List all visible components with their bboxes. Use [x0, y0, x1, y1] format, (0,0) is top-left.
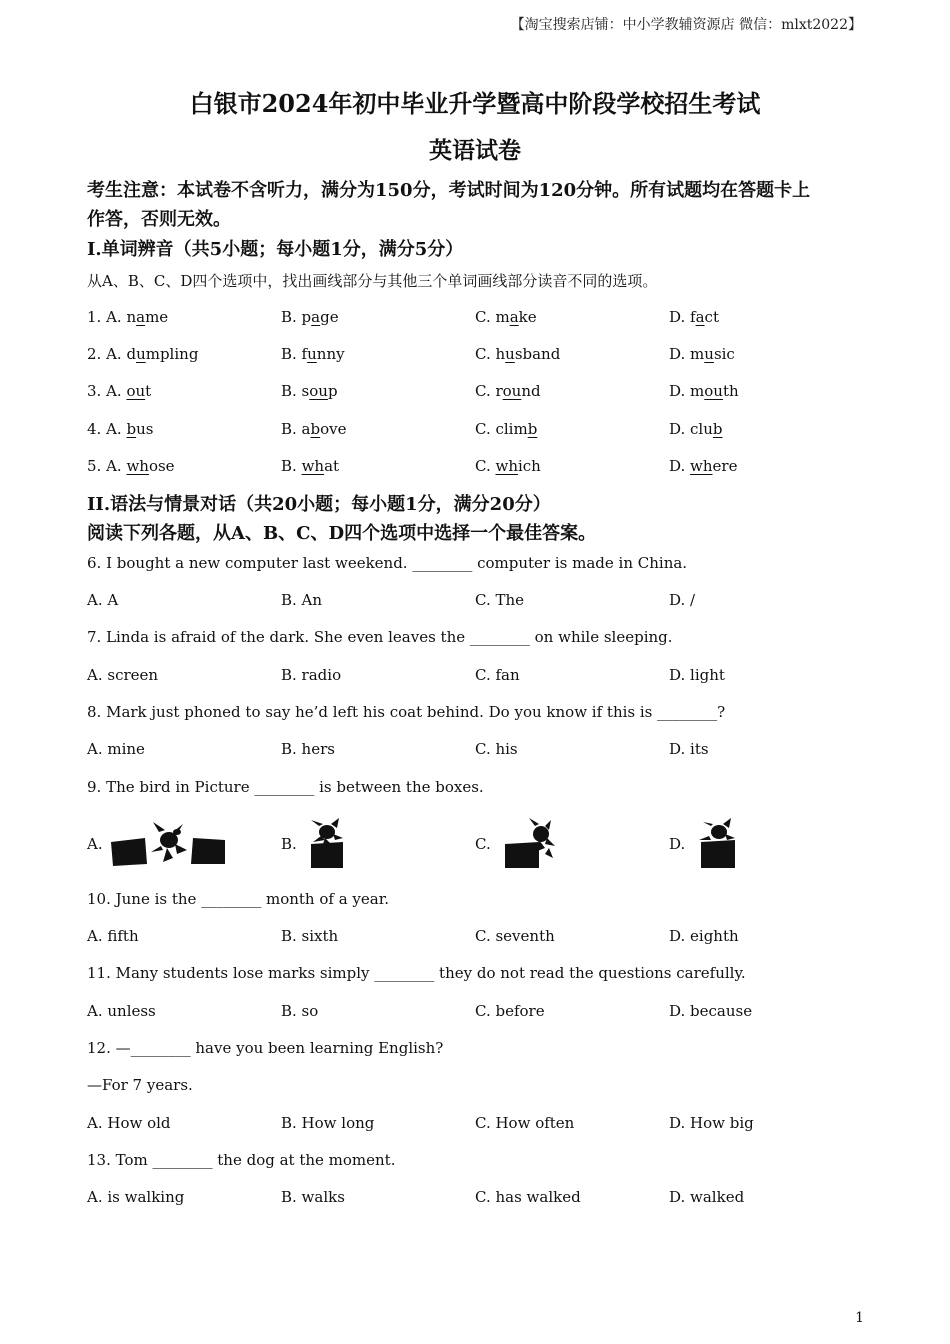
option-b: B. hers [281, 740, 335, 758]
option-c: C. has walked [475, 1188, 581, 1206]
option-a: A. fifth [87, 927, 139, 945]
bird-beside-box-picture [495, 818, 565, 874]
option-c-label: C. [475, 835, 491, 853]
page-number: 1 [855, 1310, 864, 1326]
option-c: C. The [475, 591, 525, 609]
option: D. music [669, 345, 735, 363]
option-b: B. radio [281, 666, 342, 684]
question-5 [87, 457, 867, 481]
question-12-stem: 12. —________ have you been learning English? [87, 1039, 444, 1057]
option: B. what [281, 457, 340, 475]
question-12-options [87, 1114, 867, 1138]
question-11-stem: 11. Many students lose marks simply ________ they do not read the questions carefully. [87, 964, 746, 982]
option-d: D. How big [669, 1114, 754, 1132]
option-a: A. A [87, 591, 119, 609]
question-4 [87, 420, 867, 444]
exam-title: 白银市2024年初中毕业升学暨高中阶段学校招生考试 [189, 89, 761, 118]
question-10-stem: 10. June is the ________ month of a year. [87, 890, 389, 908]
option: B. funny [281, 345, 345, 363]
option: D. mouth [669, 382, 739, 400]
option-b: B. How long [281, 1114, 375, 1132]
option: C. round [475, 382, 541, 400]
option: 3. A. out [87, 382, 152, 400]
question-6-stem: 6. I bought a new computer last weekend. ________ computer is made in China. [87, 554, 688, 572]
option-d: D. because [669, 1002, 753, 1020]
question-10-options [87, 927, 867, 951]
option-a: A. screen [87, 666, 159, 684]
option-d: D. its [669, 740, 709, 758]
bird-on-box-picture [301, 818, 371, 874]
question-13-options [87, 1188, 867, 1212]
option-b: B. An [281, 591, 323, 609]
option-a-label: A. [87, 835, 103, 853]
exam-subtitle: 英语试卷 [429, 137, 521, 164]
option-a: A. mine [87, 740, 145, 758]
question-7-options [87, 666, 867, 690]
option-a: A. unless [87, 1002, 156, 1020]
question-8-options [87, 740, 867, 764]
question-7-stem: 7. Linda is afraid of the dark. She even leaves the ________ on while sleeping. [87, 628, 673, 646]
option-b: B. sixth [281, 927, 339, 945]
option-a: A. is walking [87, 1188, 185, 1206]
section2-instruction: 阅读下列各题，从A、B、C、D四个选项中选择一个最佳答案。 [87, 523, 597, 544]
bird-in-box-picture [689, 818, 759, 874]
question-13-stem: 13. Tom ________ the dog at the moment. [87, 1151, 396, 1169]
question-9-options [87, 818, 867, 874]
option: D. fact [669, 308, 719, 326]
option-d: D. eighth [669, 927, 739, 945]
question-2 [87, 345, 867, 369]
question-3 [87, 382, 867, 406]
option-c: C. his [475, 740, 518, 758]
bird-between-boxes-picture [107, 818, 237, 874]
option: C. husband [475, 345, 561, 363]
option-c: C. How often [475, 1114, 575, 1132]
option-a: A. How old [87, 1114, 171, 1132]
watermark: 【淘宝搜索店铺：中小学教辅资源店 微信：mlxt2022】 [510, 17, 862, 33]
option: D. club [669, 420, 723, 438]
notice-line-2: 作答，否则无效。 [87, 209, 231, 230]
option-c: C. before [475, 1002, 545, 1020]
option-b: B. walks [281, 1188, 345, 1206]
question-8-stem: 8. Mark just phoned to say he’d left his coat behind. Do you know if this is ________? [87, 703, 726, 721]
question-11-options [87, 1002, 867, 1026]
section2-heading: II.语法与情景对话（共20小题；每小题1分，满分20分） [87, 494, 551, 515]
question-1 [87, 308, 867, 332]
option: 2. A. dumpling [87, 345, 199, 363]
question-9-stem: 9. The bird in Picture ________ is between the boxes. [87, 778, 484, 796]
option: B. page [281, 308, 339, 326]
option-d: D. walked [669, 1188, 745, 1206]
option: D. where [669, 457, 738, 475]
section1-instruction: 从A、B、C、D四个选项中，找出画线部分与其他三个单词画线部分读音不同的选项。 [87, 272, 658, 290]
option: B. above [281, 420, 347, 438]
option: C. which [475, 457, 541, 475]
option: C. climb [475, 420, 538, 438]
notice-line-1: 考生注意：本试卷不含听力，满分为150分，考试时间为120分钟。所有试题均在答题卡上 [87, 180, 811, 201]
option: C. make [475, 308, 537, 326]
option: 1. A. name [87, 308, 169, 326]
question-6-options [87, 591, 867, 615]
question-12-reply: —For 7 years. [87, 1076, 193, 1094]
option-d-label: D. [669, 835, 686, 853]
option: 5. A. whose [87, 457, 175, 475]
option: 4. A. bus [87, 420, 154, 438]
option-b: B. so [281, 1002, 319, 1020]
option-d: D. light [669, 666, 725, 684]
option-b-label: B. [281, 835, 297, 853]
option-c: C. fan [475, 666, 520, 684]
option-c: C. seventh [475, 927, 555, 945]
option-d: D. / [669, 591, 696, 609]
option: B. soup [281, 382, 338, 400]
section1-heading: I.单词辨音（共5小题；每小题1分，满分5分） [87, 239, 464, 260]
